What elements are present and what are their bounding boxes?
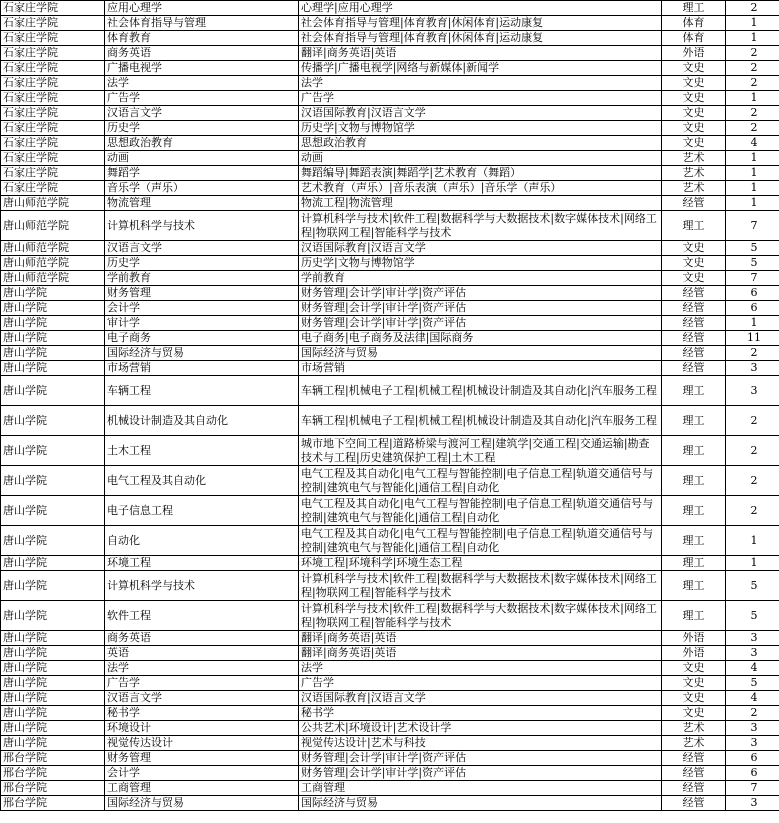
- category-cell: 文史: [662, 76, 726, 91]
- table-row: [1, 76, 779, 91]
- school-cell: 唐山学院: [1, 286, 105, 301]
- table-row: [1, 631, 779, 646]
- table-row: [1, 766, 779, 781]
- table-row: [1, 691, 779, 706]
- major-cell: 工商管理: [105, 781, 299, 796]
- table-row: [1, 646, 779, 661]
- major-cell: 环境工程: [105, 556, 299, 571]
- related-majors-cell: 翻译|商务英语|英语: [299, 646, 662, 661]
- category-cell: 经管: [662, 331, 726, 346]
- table-row: [1, 16, 779, 31]
- table-row: [1, 271, 779, 286]
- related-majors-cell: 心理学|应用心理学: [299, 1, 662, 16]
- related-majors-cell: 秘书学: [299, 706, 662, 721]
- table-row: [1, 46, 779, 61]
- major-cell: 财务管理: [105, 751, 299, 766]
- related-majors-cell: 国际经济与贸易: [299, 796, 662, 811]
- category-cell: 文史: [662, 661, 726, 676]
- category-cell: 经管: [662, 196, 726, 211]
- table-row: [1, 601, 779, 631]
- table-row: [1, 286, 779, 301]
- quota-cell: 7: [726, 781, 779, 796]
- table-row: [1, 751, 779, 766]
- major-cell: 市场营销: [105, 361, 299, 376]
- category-cell: 经管: [662, 301, 726, 316]
- category-cell: 经管: [662, 781, 726, 796]
- category-cell: 艺术: [662, 736, 726, 751]
- table-row: [1, 106, 779, 121]
- related-majors-cell: 电气工程及其自动化|电气工程与智能控制|电子信息工程|轨道交通信号与控制|建筑电气与智能化|通信工程|自动化: [299, 496, 662, 526]
- quota-cell: 2: [726, 121, 779, 136]
- category-cell: 理工: [662, 496, 726, 526]
- category-cell: 经管: [662, 286, 726, 301]
- major-cell: 音乐学（声乐）: [105, 181, 299, 196]
- quota-cell: 1: [726, 166, 779, 181]
- category-cell: 理工: [662, 1, 726, 16]
- related-majors-cell: 财务管理|会计学|审计学|资产评估: [299, 301, 662, 316]
- school-cell: 唐山学院: [1, 346, 105, 361]
- quota-cell: 6: [726, 751, 779, 766]
- school-cell: 唐山学院: [1, 676, 105, 691]
- category-cell: 艺术: [662, 166, 726, 181]
- quota-cell: 2: [726, 436, 779, 466]
- quota-cell: 1: [726, 91, 779, 106]
- category-cell: 体育: [662, 16, 726, 31]
- major-cell: 软件工程: [105, 601, 299, 631]
- quota-cell: 5: [726, 256, 779, 271]
- table-row: [1, 181, 779, 196]
- school-cell: 石家庄学院: [1, 76, 105, 91]
- quota-cell: 3: [726, 376, 779, 406]
- category-cell: 文史: [662, 121, 726, 136]
- related-majors-cell: 物流工程|物流管理: [299, 196, 662, 211]
- category-cell: 经管: [662, 796, 726, 811]
- related-majors-cell: 电气工程及其自动化|电气工程与智能控制|电子信息工程|轨道交通信号与控制|建筑电气与智能化|通信工程|自动化: [299, 526, 662, 556]
- table-row: [1, 661, 779, 676]
- quota-cell: 5: [726, 241, 779, 256]
- school-cell: 石家庄学院: [1, 46, 105, 61]
- school-cell: 石家庄学院: [1, 121, 105, 136]
- quota-cell: 2: [726, 706, 779, 721]
- school-cell: 唐山师范学院: [1, 211, 105, 241]
- quota-cell: 2: [726, 466, 779, 496]
- major-cell: 汉语言文学: [105, 241, 299, 256]
- table-row: [1, 121, 779, 136]
- related-majors-cell: 计算机科学与技术|软件工程|数据科学与大数据技术|数字媒体技术|网络工程|物联网工程|智能科学与技术: [299, 601, 662, 631]
- school-cell: 唐山学院: [1, 556, 105, 571]
- major-cell: 电子商务: [105, 331, 299, 346]
- major-cell: 历史学: [105, 121, 299, 136]
- related-majors-cell: 法学: [299, 661, 662, 676]
- major-cell: 动画: [105, 151, 299, 166]
- school-cell: 唐山学院: [1, 736, 105, 751]
- related-majors-cell: 财务管理|会计学|审计学|资产评估: [299, 316, 662, 331]
- major-cell: 法学: [105, 76, 299, 91]
- quota-cell: 5: [726, 601, 779, 631]
- related-majors-cell: 动画: [299, 151, 662, 166]
- quota-cell: 1: [726, 181, 779, 196]
- category-cell: 文史: [662, 106, 726, 121]
- major-cell: 电气工程及其自动化: [105, 466, 299, 496]
- related-majors-cell: 思想政治教育: [299, 136, 662, 151]
- related-majors-cell: 传播学|广播电视学|网络与新媒体|新闻学: [299, 61, 662, 76]
- school-cell: 邢台学院: [1, 796, 105, 811]
- major-cell: 计算机科学与技术: [105, 211, 299, 241]
- table-row: [1, 706, 779, 721]
- related-majors-cell: 翻译|商务英语|英语: [299, 46, 662, 61]
- category-cell: 文史: [662, 676, 726, 691]
- related-majors-cell: 历史学|文物与博物馆学: [299, 121, 662, 136]
- table-row: [1, 166, 779, 181]
- category-cell: 理工: [662, 556, 726, 571]
- major-cell: 舞蹈学: [105, 166, 299, 181]
- quota-cell: 2: [726, 76, 779, 91]
- category-cell: 文史: [662, 61, 726, 76]
- school-cell: 石家庄学院: [1, 1, 105, 16]
- major-cell: 电子信息工程: [105, 496, 299, 526]
- category-cell: 外语: [662, 631, 726, 646]
- table-row: [1, 496, 779, 526]
- quota-cell: 7: [726, 271, 779, 286]
- category-cell: 文史: [662, 271, 726, 286]
- table-row: [1, 1, 779, 16]
- related-majors-cell: 汉语国际教育|汉语言文学: [299, 691, 662, 706]
- quota-cell: 11: [726, 331, 779, 346]
- table-body: [1, 1, 779, 811]
- related-majors-cell: 视觉传达设计|艺术与科技: [299, 736, 662, 751]
- quota-cell: 2: [726, 1, 779, 16]
- category-cell: 理工: [662, 376, 726, 406]
- school-cell: 唐山学院: [1, 706, 105, 721]
- major-cell: 财务管理: [105, 286, 299, 301]
- quota-cell: 4: [726, 691, 779, 706]
- school-cell: 唐山学院: [1, 631, 105, 646]
- table-row: [1, 301, 779, 316]
- related-majors-cell: 广告学: [299, 676, 662, 691]
- related-majors-cell: 电子商务|电子商务及法律|国际商务: [299, 331, 662, 346]
- category-cell: 艺术: [662, 151, 726, 166]
- quota-cell: 7: [726, 211, 779, 241]
- category-cell: 文史: [662, 691, 726, 706]
- related-majors-cell: 舞蹈编导|舞蹈表演|舞蹈学|艺术教育（舞蹈）: [299, 166, 662, 181]
- table-row: [1, 526, 779, 556]
- table-row: [1, 241, 779, 256]
- related-majors-cell: 车辆工程|机械电子工程|机械工程|机械设计制造及其自动化|汽车服务工程: [299, 376, 662, 406]
- school-cell: 邢台学院: [1, 766, 105, 781]
- school-cell: 邢台学院: [1, 751, 105, 766]
- table-row: [1, 196, 779, 211]
- major-cell: 会计学: [105, 766, 299, 781]
- category-cell: 艺术: [662, 181, 726, 196]
- school-cell: 唐山师范学院: [1, 256, 105, 271]
- school-cell: 唐山学院: [1, 361, 105, 376]
- school-cell: 唐山学院: [1, 466, 105, 496]
- school-cell: 石家庄学院: [1, 106, 105, 121]
- major-cell: 广告学: [105, 676, 299, 691]
- table-row: [1, 406, 779, 436]
- quota-cell: 6: [726, 301, 779, 316]
- related-majors-cell: 国际经济与贸易: [299, 346, 662, 361]
- school-cell: 唐山学院: [1, 601, 105, 631]
- quota-cell: 1: [726, 151, 779, 166]
- major-cell: 车辆工程: [105, 376, 299, 406]
- related-majors-cell: 城市地下空间工程|道路桥梁与渡河工程|建筑学|交通工程|交通运输|勘查技术与工程|历史建筑保护工程|土木工程: [299, 436, 662, 466]
- school-cell: 唐山学院: [1, 571, 105, 601]
- related-majors-cell: 车辆工程|机械电子工程|机械工程|机械设计制造及其自动化|汽车服务工程: [299, 406, 662, 436]
- related-majors-cell: 学前教育: [299, 271, 662, 286]
- quota-cell: 2: [726, 406, 779, 436]
- major-cell: 商务英语: [105, 631, 299, 646]
- related-majors-cell: 公共艺术|环境设计|艺术设计学: [299, 721, 662, 736]
- school-cell: 唐山学院: [1, 436, 105, 466]
- category-cell: 理工: [662, 526, 726, 556]
- school-cell: 石家庄学院: [1, 61, 105, 76]
- school-cell: 唐山学院: [1, 406, 105, 436]
- major-cell: 土木工程: [105, 436, 299, 466]
- related-majors-cell: 社会体育指导与管理|体育教育|休闲体育|运动康复: [299, 31, 662, 46]
- major-cell: 汉语言文学: [105, 106, 299, 121]
- major-cell: 国际经济与贸易: [105, 796, 299, 811]
- category-cell: 文史: [662, 256, 726, 271]
- major-cell: 学前教育: [105, 271, 299, 286]
- related-majors-cell: 市场营销: [299, 361, 662, 376]
- related-majors-cell: 历史学|文物与博物馆学: [299, 256, 662, 271]
- related-majors-cell: 财务管理|会计学|审计学|资产评估: [299, 766, 662, 781]
- quota-cell: 3: [726, 736, 779, 751]
- quota-cell: 1: [726, 526, 779, 556]
- table-row: [1, 31, 779, 46]
- major-cell: 秘书学: [105, 706, 299, 721]
- school-cell: 唐山学院: [1, 721, 105, 736]
- school-cell: 唐山学院: [1, 691, 105, 706]
- school-cell: 石家庄学院: [1, 136, 105, 151]
- table-row: [1, 361, 779, 376]
- table-row: [1, 721, 779, 736]
- table-row: [1, 466, 779, 496]
- quota-cell: 4: [726, 136, 779, 151]
- school-cell: 唐山学院: [1, 496, 105, 526]
- school-cell: 唐山师范学院: [1, 271, 105, 286]
- table-row: [1, 331, 779, 346]
- table-row: [1, 376, 779, 406]
- quota-cell: 1: [726, 196, 779, 211]
- table-row: [1, 316, 779, 331]
- quota-cell: 4: [726, 661, 779, 676]
- quota-cell: 1: [726, 556, 779, 571]
- school-cell: 唐山学院: [1, 301, 105, 316]
- category-cell: 理工: [662, 211, 726, 241]
- school-cell: 唐山师范学院: [1, 241, 105, 256]
- school-cell: 唐山学院: [1, 526, 105, 556]
- school-cell: 石家庄学院: [1, 16, 105, 31]
- major-cell: 历史学: [105, 256, 299, 271]
- quota-cell: 6: [726, 766, 779, 781]
- quota-cell: 2: [726, 46, 779, 61]
- major-cell: 会计学: [105, 301, 299, 316]
- category-cell: 理工: [662, 406, 726, 436]
- table-row: [1, 91, 779, 106]
- table-row: [1, 736, 779, 751]
- related-majors-cell: 汉语国际教育|汉语言文学: [299, 241, 662, 256]
- school-cell: 石家庄学院: [1, 31, 105, 46]
- related-majors-cell: 艺术教育（声乐）|音乐表演（声乐）|音乐学（声乐）: [299, 181, 662, 196]
- quota-cell: 3: [726, 646, 779, 661]
- major-cell: 体育教育: [105, 31, 299, 46]
- related-majors-cell: 计算机科学与技术|软件工程|数据科学与大数据技术|数字媒体技术|网络工程|物联网工程|智能科学与技术: [299, 211, 662, 241]
- category-cell: 经管: [662, 316, 726, 331]
- school-cell: 唐山学院: [1, 316, 105, 331]
- category-cell: 文史: [662, 136, 726, 151]
- quota-cell: 3: [726, 361, 779, 376]
- category-cell: 文史: [662, 91, 726, 106]
- table-row: [1, 136, 779, 151]
- quota-cell: 2: [726, 61, 779, 76]
- major-cell: 思想政治教育: [105, 136, 299, 151]
- quota-cell: 2: [726, 346, 779, 361]
- table-row: [1, 781, 779, 796]
- quota-cell: 6: [726, 286, 779, 301]
- quota-cell: 5: [726, 676, 779, 691]
- related-majors-cell: 财务管理|会计学|审计学|资产评估: [299, 751, 662, 766]
- major-cell: 物流管理: [105, 196, 299, 211]
- school-cell: 石家庄学院: [1, 91, 105, 106]
- related-majors-cell: 计算机科学与技术|软件工程|数据科学与大数据技术|数字媒体技术|网络工程|物联网工程|智能科学与技术: [299, 571, 662, 601]
- category-cell: 文史: [662, 241, 726, 256]
- major-cell: 商务英语: [105, 46, 299, 61]
- quota-cell: 1: [726, 316, 779, 331]
- quota-cell: 5: [726, 571, 779, 601]
- school-cell: 唐山学院: [1, 646, 105, 661]
- school-cell: 唐山学院: [1, 661, 105, 676]
- major-cell: 计算机科学与技术: [105, 571, 299, 601]
- school-cell: 石家庄学院: [1, 181, 105, 196]
- major-cell: 自动化: [105, 526, 299, 556]
- table-row: [1, 556, 779, 571]
- related-majors-cell: 翻译|商务英语|英语: [299, 631, 662, 646]
- category-cell: 艺术: [662, 721, 726, 736]
- major-cell: 视觉传达设计: [105, 736, 299, 751]
- school-cell: 石家庄学院: [1, 151, 105, 166]
- related-majors-cell: 环境工程|环境科学|环境生态工程: [299, 556, 662, 571]
- category-cell: 体育: [662, 31, 726, 46]
- quota-cell: 2: [726, 106, 779, 121]
- table-row: [1, 346, 779, 361]
- related-majors-cell: 电气工程及其自动化|电气工程与智能控制|电子信息工程|轨道交通信号与控制|建筑电气与智能化|通信工程|自动化: [299, 466, 662, 496]
- related-majors-cell: 法学: [299, 76, 662, 91]
- category-cell: 外语: [662, 46, 726, 61]
- quota-cell: 2: [726, 496, 779, 526]
- major-cell: 审计学: [105, 316, 299, 331]
- table-row: [1, 61, 779, 76]
- school-cell: 石家庄学院: [1, 166, 105, 181]
- quota-cell: 3: [726, 721, 779, 736]
- category-cell: 经管: [662, 346, 726, 361]
- major-cell: 应用心理学: [105, 1, 299, 16]
- category-cell: 经管: [662, 766, 726, 781]
- quota-cell: 3: [726, 796, 779, 811]
- quota-cell: 3: [726, 631, 779, 646]
- category-cell: 理工: [662, 571, 726, 601]
- related-majors-cell: 工商管理: [299, 781, 662, 796]
- table-row: [1, 211, 779, 241]
- table-row: [1, 256, 779, 271]
- school-cell: 唐山学院: [1, 376, 105, 406]
- category-cell: 理工: [662, 436, 726, 466]
- major-cell: 社会体育指导与管理: [105, 16, 299, 31]
- category-cell: 外语: [662, 646, 726, 661]
- major-cell: 机械设计制造及其自动化: [105, 406, 299, 436]
- quota-cell: 1: [726, 16, 779, 31]
- major-cell: 广告学: [105, 91, 299, 106]
- major-cell: 环境设计: [105, 721, 299, 736]
- related-majors-cell: 汉语国际教育|汉语言文学: [299, 106, 662, 121]
- major-cell: 法学: [105, 661, 299, 676]
- related-majors-cell: 广告学: [299, 91, 662, 106]
- category-cell: 理工: [662, 466, 726, 496]
- category-cell: 经管: [662, 751, 726, 766]
- school-cell: 邢台学院: [1, 781, 105, 796]
- table-row: [1, 571, 779, 601]
- quota-cell: 1: [726, 31, 779, 46]
- related-majors-cell: 财务管理|会计学|审计学|资产评估: [299, 286, 662, 301]
- major-cell: 英语: [105, 646, 299, 661]
- table-row: [1, 796, 779, 811]
- major-cell: 汉语言文学: [105, 691, 299, 706]
- school-cell: 唐山学院: [1, 331, 105, 346]
- category-cell: 理工: [662, 601, 726, 631]
- school-cell: 唐山师范学院: [1, 196, 105, 211]
- table-row: [1, 436, 779, 466]
- category-cell: 文史: [662, 706, 726, 721]
- category-cell: 经管: [662, 361, 726, 376]
- major-cell: 广播电视学: [105, 61, 299, 76]
- table-row: [1, 151, 779, 166]
- major-cell: 国际经济与贸易: [105, 346, 299, 361]
- table-row: [1, 676, 779, 691]
- related-majors-cell: 社会体育指导与管理|体育教育|休闲体育|运动康复: [299, 16, 662, 31]
